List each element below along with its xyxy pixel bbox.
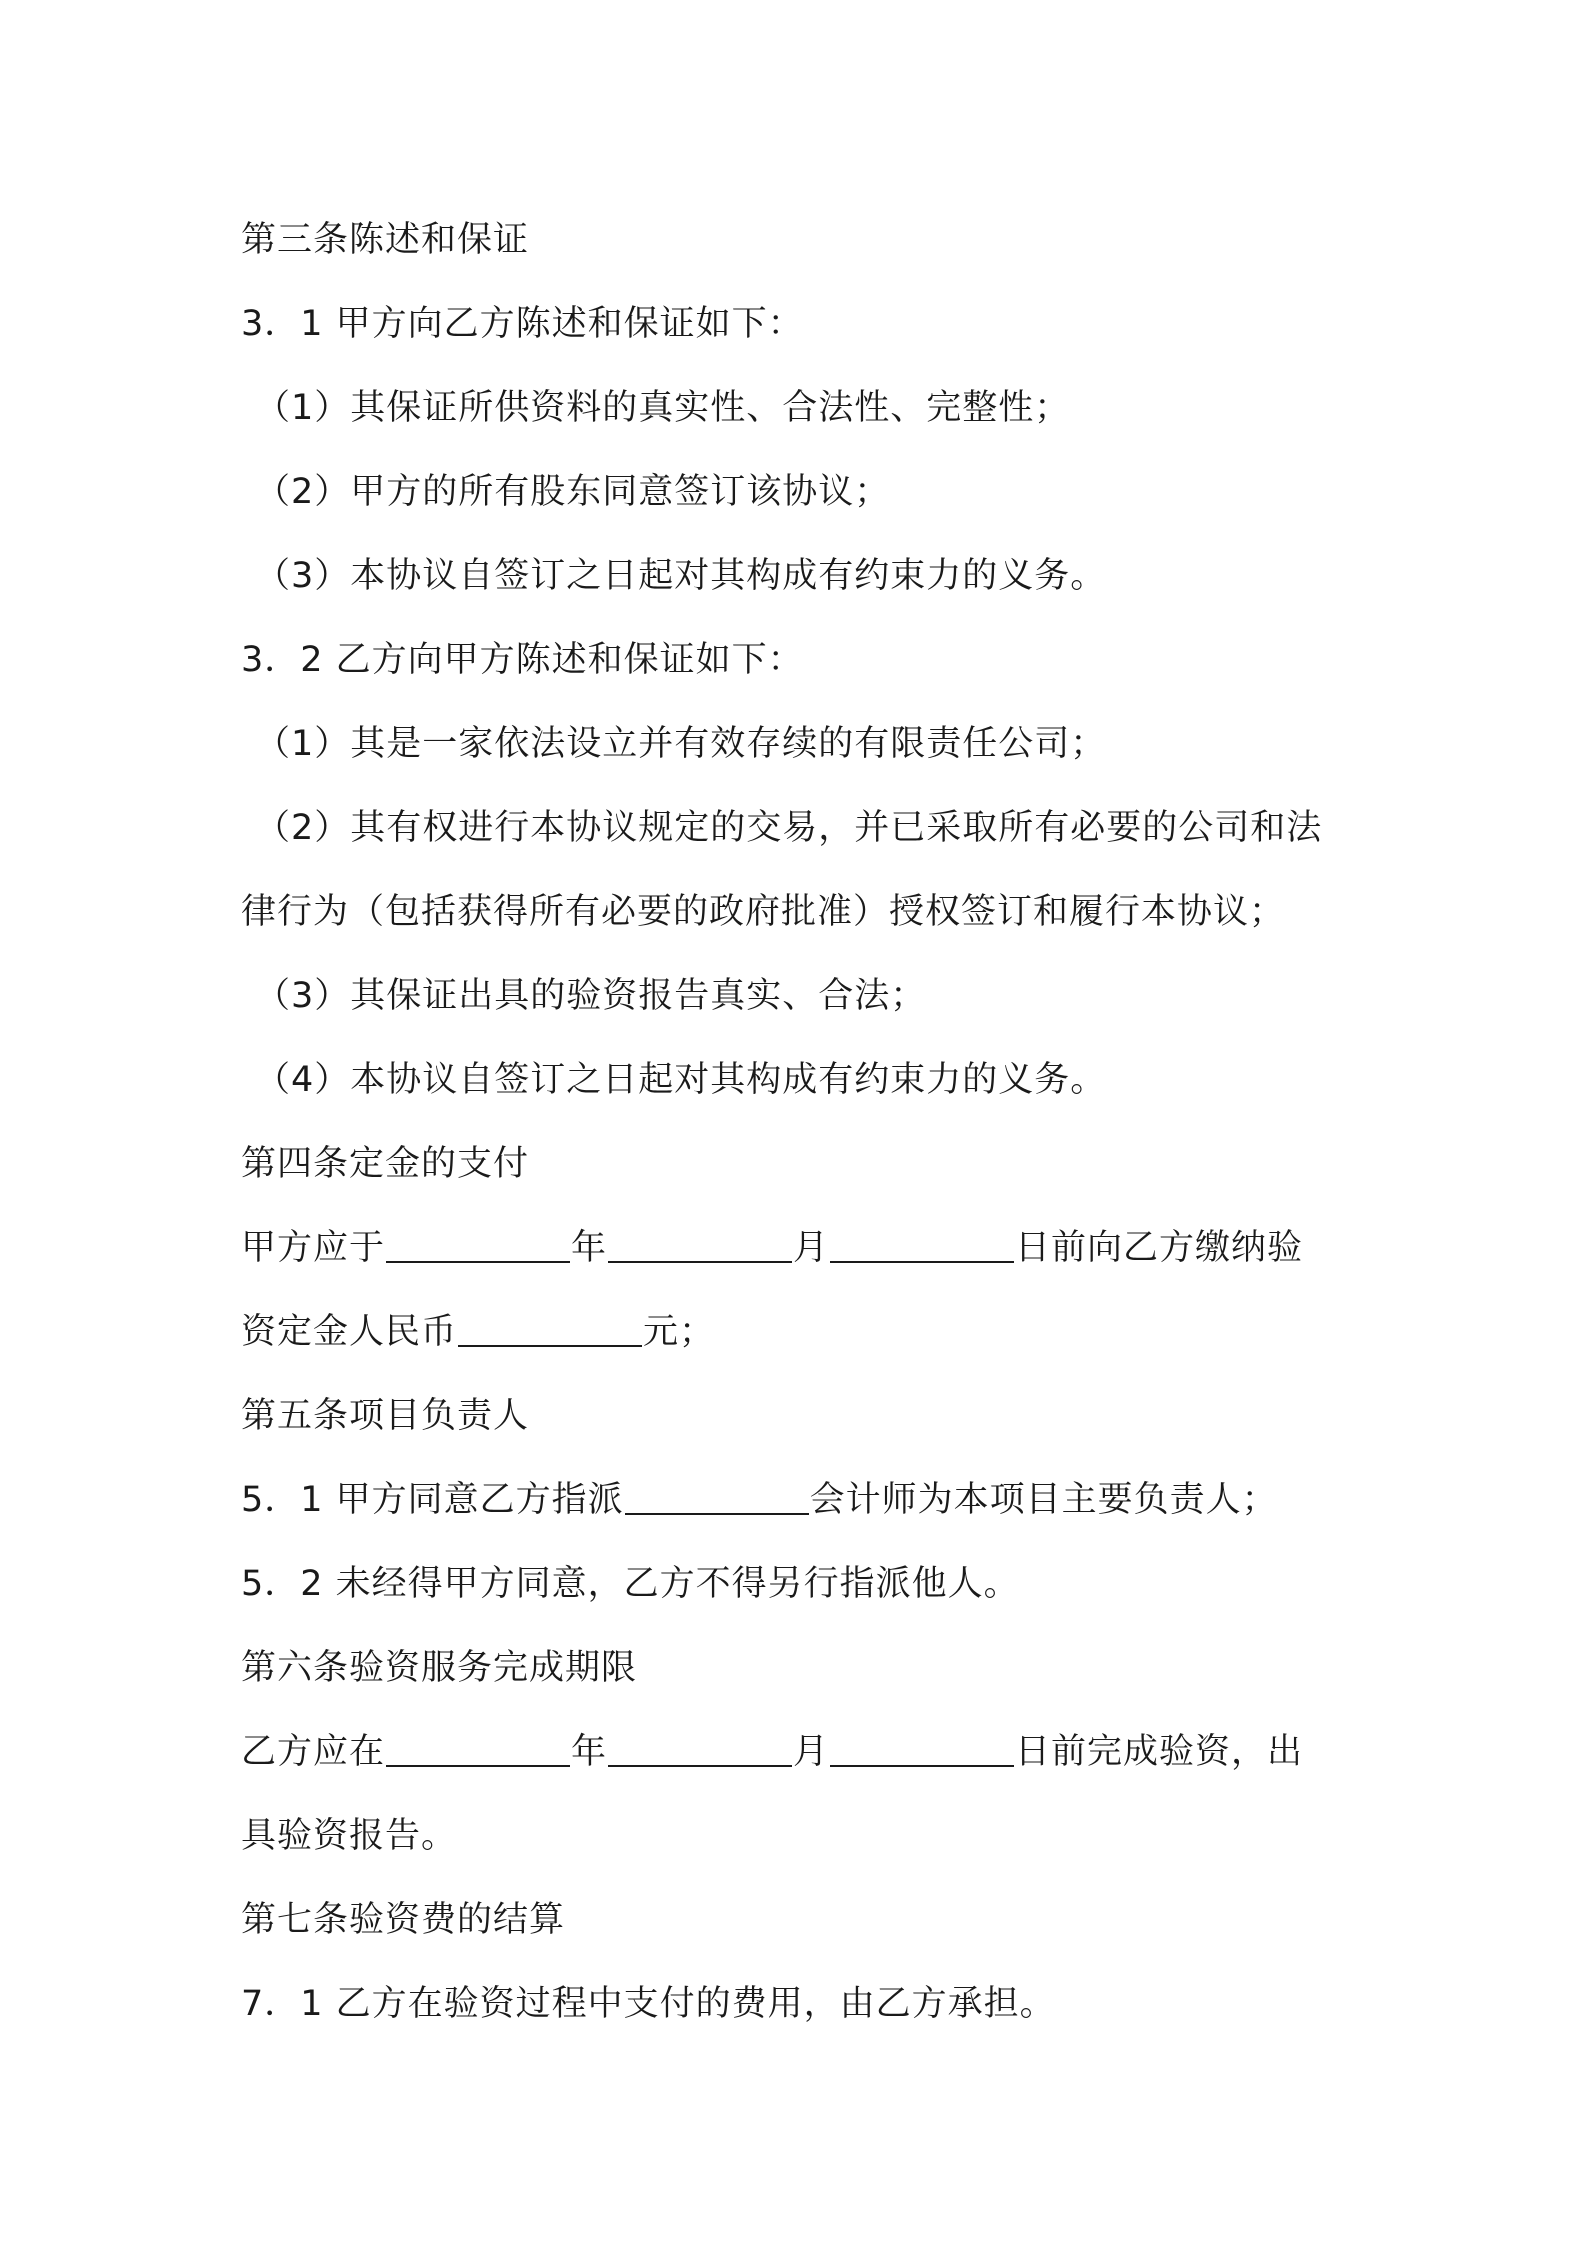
clause-3-2-item-2-cont: 律行为（包括获得所有必要的政府批准）授权签订和履行本协议； bbox=[241, 892, 1286, 932]
article3-title: 第三条陈述和保证 bbox=[241, 220, 530, 260]
text-segment: 日前向乙方缴纳验 bbox=[1015, 1228, 1304, 1268]
clause-5-1 bbox=[241, 1458, 1351, 1542]
fill-blank-month bbox=[608, 1231, 792, 1263]
fill-blank-day bbox=[830, 1231, 1014, 1263]
clause-3-2: 3．2 乙方向甲方陈述和保证如下： bbox=[241, 640, 804, 680]
fill-blank-year bbox=[386, 1735, 570, 1767]
clause-3-1-item-1: （1）其保证所供资料的真实性、合法性、完整性； bbox=[255, 388, 1071, 428]
text-segment: 日前完成验资，出 bbox=[1015, 1732, 1304, 1772]
fill-blank-accountant bbox=[625, 1483, 809, 1515]
text-segment: 月 bbox=[793, 1732, 830, 1772]
article4-paragraph-line-2 bbox=[241, 1290, 1351, 1374]
article4-title: 第四条定金的支付 bbox=[241, 1144, 530, 1184]
text-segment: 5．1 甲方同意乙方指派 bbox=[241, 1480, 624, 1520]
clause-3-2-item-3: （3）其保证出具的验资报告真实、合法； bbox=[255, 976, 927, 1016]
clause-3-1-item-2: （2）甲方的所有股东同意签订该协议； bbox=[255, 472, 891, 512]
text-segment: 年 bbox=[571, 1228, 608, 1268]
fill-blank-year bbox=[386, 1231, 570, 1263]
text-segment: 会计师为本项目主要负责人； bbox=[809, 1480, 1278, 1520]
clause-7-1: 7．1 乙方在验资过程中支付的费用，由乙方承担。 bbox=[241, 1984, 1056, 2024]
fill-blank-day bbox=[830, 1735, 1014, 1767]
clause-3-2-item-2: （2）其有权进行本协议规定的交易，并已采取所有必要的公司和法 bbox=[255, 808, 1323, 848]
article6-paragraph-line-1 bbox=[241, 1710, 1351, 1794]
text-segment: 乙方应在 bbox=[241, 1732, 386, 1772]
article4-paragraph-line-1 bbox=[241, 1206, 1351, 1290]
clause-3-2-item-4: （4）本协议自签订之日起对其构成有约束力的义务。 bbox=[255, 1060, 1107, 1100]
article6-paragraph-line-2: 具验资报告。 bbox=[241, 1816, 458, 1856]
document-body bbox=[241, 198, 1351, 2046]
fill-blank-month bbox=[608, 1735, 792, 1767]
clause-3-1-item-3: （3）本协议自签订之日起对其构成有约束力的义务。 bbox=[255, 556, 1107, 596]
article6-title: 第六条验资服务完成期限 bbox=[241, 1648, 638, 1688]
text-segment: 元； bbox=[643, 1312, 716, 1352]
article7-title: 第七条验资费的结算 bbox=[241, 1900, 566, 1940]
article5-title: 第五条项目负责人 bbox=[241, 1396, 530, 1436]
text-segment: 资定金人民币 bbox=[241, 1312, 458, 1352]
text-segment: 年 bbox=[571, 1732, 608, 1772]
text-segment: 甲方应于 bbox=[241, 1228, 386, 1268]
clause-3-2-item-1: （1）其是一家依法设立并有效存续的有限责任公司； bbox=[255, 724, 1107, 764]
fill-blank-amount bbox=[458, 1315, 642, 1347]
clause-5-2: 5．2 未经得甲方同意，乙方不得另行指派他人。 bbox=[241, 1564, 1020, 1604]
clause-3-1: 3．1 甲方向乙方陈述和保证如下： bbox=[241, 304, 804, 344]
text-segment: 月 bbox=[793, 1228, 830, 1268]
